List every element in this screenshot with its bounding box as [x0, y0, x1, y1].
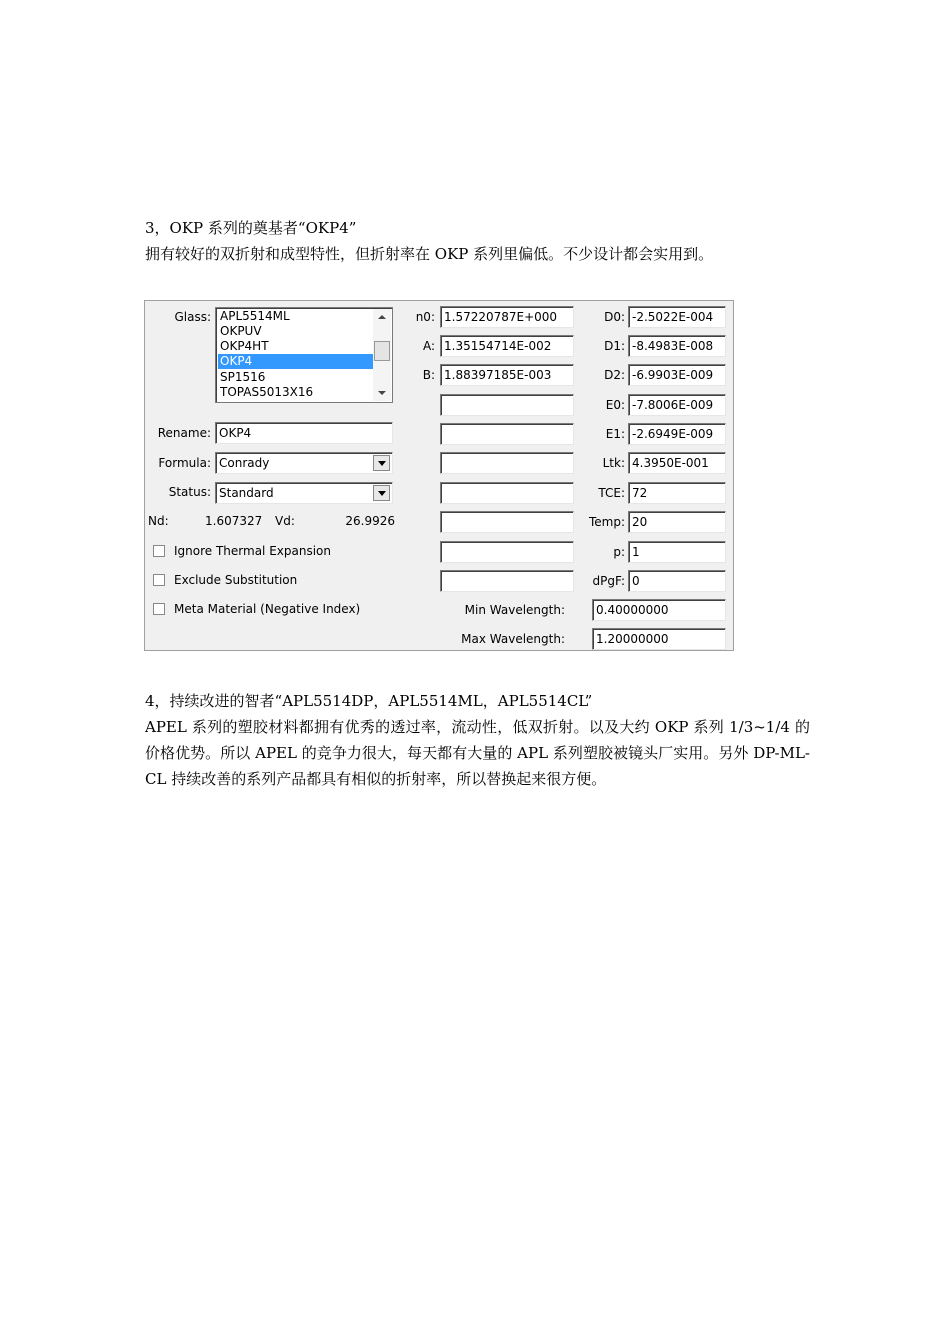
param-label: dPgF:: [592, 574, 625, 588]
d1-input[interactable]: -8.4983E-008: [628, 335, 726, 357]
rename-input[interactable]: OKP4: [215, 422, 393, 444]
coeff-input-empty[interactable]: [440, 452, 574, 474]
tce-input[interactable]: 72: [628, 482, 726, 504]
param-label: D1:: [604, 339, 625, 353]
coeff-input-empty[interactable]: [440, 394, 574, 416]
temp-input[interactable]: 20: [628, 511, 726, 533]
param-label: Temp:: [588, 515, 625, 529]
coeff-input-empty[interactable]: [440, 570, 574, 592]
list-item[interactable]: OKP4HT: [220, 339, 269, 353]
e0-input[interactable]: -7.8006E-009: [628, 394, 726, 416]
coeff-input-empty[interactable]: [440, 482, 574, 504]
n0-input[interactable]: 1.57220787E+000: [440, 306, 574, 328]
section-3: [145, 215, 810, 267]
param-label: D0:: [604, 310, 625, 324]
coeff-label: A:: [422, 339, 435, 353]
checkbox-label: Exclude Substitution: [174, 573, 298, 587]
d2-input[interactable]: -6.9903E-009: [628, 364, 726, 386]
list-item-selected[interactable]: OKP4: [218, 354, 374, 369]
glass-label: Glass:: [174, 310, 211, 324]
glass-list-scrollbar[interactable]: [373, 309, 391, 401]
nd-label: Nd:: [148, 514, 169, 528]
coeff-label: B:: [422, 368, 435, 382]
glass-listbox[interactable]: [215, 307, 393, 403]
section-3-body: 拥有较好的双折射和成型特性，但折射率在 OKP 系列里偏低。不少设计都会实用到。: [145, 245, 714, 263]
checkbox-icon[interactable]: [153, 574, 165, 586]
nd-value: 1.607327: [205, 514, 263, 528]
max-wavelength-label: Max Wavelength:: [461, 632, 565, 646]
section-4: [145, 688, 810, 792]
a-input[interactable]: 1.35154714E-002: [440, 335, 574, 357]
max-wavelength-input[interactable]: 1.20000000: [592, 628, 726, 650]
scroll-thumb[interactable]: [374, 341, 390, 361]
param-label: p:: [613, 545, 625, 559]
status-label: Status:: [168, 485, 211, 499]
vd-label: Vd:: [275, 514, 295, 528]
list-item[interactable]: OKPUV: [220, 324, 262, 338]
param-label: E0:: [605, 398, 625, 412]
rename-label: Rename:: [157, 426, 211, 440]
status-select[interactable]: [215, 482, 393, 504]
b-input[interactable]: 1.88397185E-003: [440, 364, 574, 386]
formula-value: Conrady: [219, 456, 270, 470]
formula-label: Formula:: [158, 456, 211, 470]
param-label: TCE:: [598, 486, 625, 500]
coeff-label: n0:: [415, 310, 435, 324]
param-label: E1:: [605, 427, 625, 441]
chevron-down-icon[interactable]: [373, 485, 390, 501]
section-3-heading: 3，OKP 系列的奠基者“OKP4”: [145, 219, 357, 237]
scroll-up-icon[interactable]: [373, 309, 391, 325]
checkbox-label: Meta Material (Negative Index): [174, 602, 361, 616]
vd-value: 26.9926: [345, 514, 395, 528]
formula-select[interactable]: [215, 452, 393, 474]
checkbox-label: Ignore Thermal Expansion: [174, 544, 331, 558]
scroll-down-icon[interactable]: [373, 385, 391, 401]
status-value: Standard: [219, 486, 274, 500]
meta-material-checkbox[interactable]: [153, 601, 360, 617]
p-input[interactable]: 1: [628, 541, 726, 563]
exclude-substitution-checkbox[interactable]: [153, 572, 297, 588]
ltk-input[interactable]: 4.3950E-001: [628, 452, 726, 474]
glass-catalog-panel: [144, 300, 734, 651]
e1-input[interactable]: -2.6949E-009: [628, 423, 726, 445]
section-4-body: APEL 系列的塑胶材料都拥有优秀的透过率，流动性，低双折射。以及大约 OKP 系列 1/3~1/4 的价格优势。所以 APEL 的竞争力很大，每天都有大量的 APL 系列塑胶被镜头厂实用。另外 DP-ML-CL 持续改善的系列产品都具有相似的折射率，所以替换起来很方便。: [145, 718, 810, 788]
d0-input[interactable]: -2.5022E-004: [628, 306, 726, 328]
section-4-heading: 4，持续改进的智者“APL5514DP，APL5514ML，APL5514CL”: [145, 692, 593, 710]
param-label: Ltk:: [602, 456, 625, 470]
ignore-thermal-expansion-checkbox[interactable]: [153, 543, 331, 559]
coeff-input-empty[interactable]: [440, 423, 574, 445]
chevron-down-icon[interactable]: [373, 455, 390, 471]
list-item[interactable]: TOPAS5013X16: [220, 385, 314, 399]
dpgf-input[interactable]: 0: [628, 570, 726, 592]
checkbox-icon[interactable]: [153, 603, 165, 615]
checkbox-icon[interactable]: [153, 545, 165, 557]
list-item[interactable]: APL5514ML: [220, 309, 290, 323]
coeff-input-empty[interactable]: [440, 511, 574, 533]
list-item[interactable]: SP1516: [220, 370, 266, 384]
coeff-input-empty[interactable]: [440, 541, 574, 563]
min-wavelength-input[interactable]: 0.40000000: [592, 599, 726, 621]
param-label: D2:: [604, 368, 625, 382]
min-wavelength-label: Min Wavelength:: [464, 603, 565, 617]
